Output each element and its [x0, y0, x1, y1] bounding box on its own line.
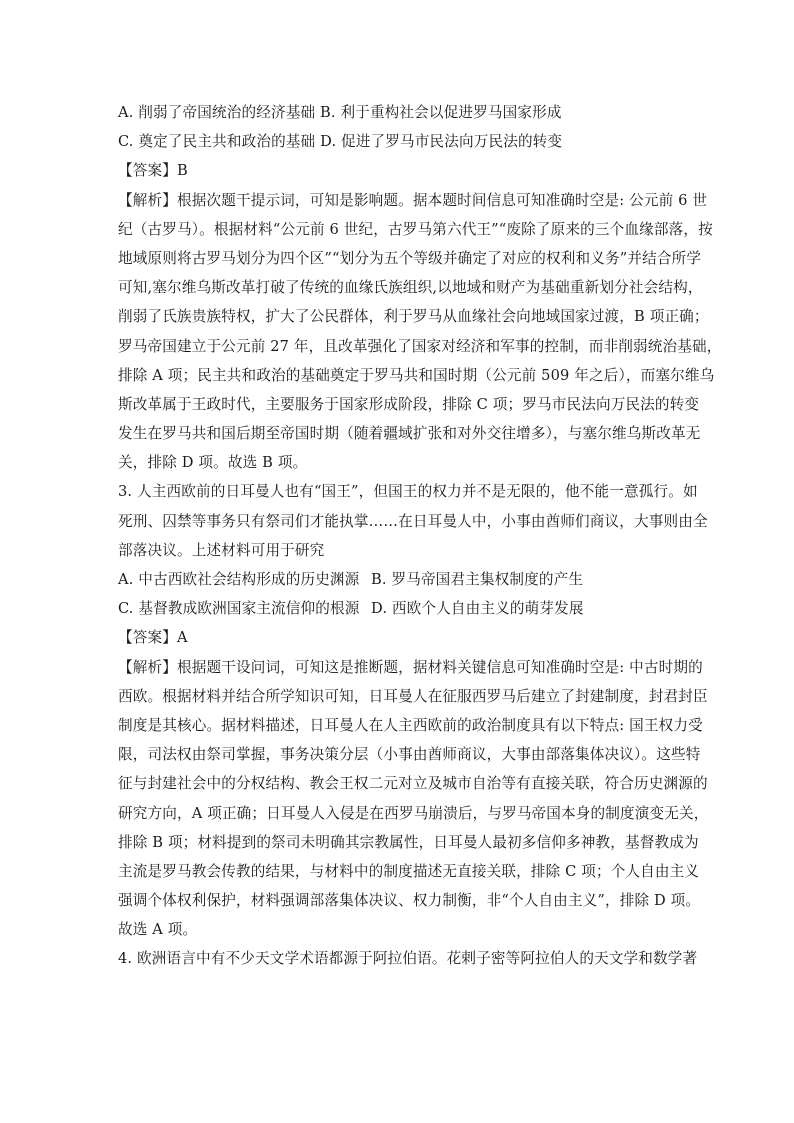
q3-analysis-line: 主流是罗马教会传教的结果，与材料中的制度描述无直接关联，排除 C 项；个人自由主义 — [118, 862, 700, 880]
q3-analysis-line: 西欧。根据材料并结合所学知识可知，日耳曼人在征服西罗马后建立了封建制度，封君封臣 — [118, 687, 708, 705]
q4-stem — [118, 944, 698, 973]
q2-option-c: C. 奠定了民主共和政治的基础 — [118, 133, 316, 151]
q2-analysis-line: 关，排除 D 项。故选 B 项。 — [118, 454, 308, 472]
q2-analysis-line: 可知,塞尔维乌斯改革打破了传统的血缘氏族组织,以地域和财产为基础重新划分社会结构， — [118, 279, 703, 297]
q2-option-a: A. 削弱了帝国统治的经济基础 — [118, 104, 316, 121]
q3-option-c: C. 基督教成欧洲国家主流信仰的根源 — [118, 600, 360, 618]
q3-analysis-line: 【解析】根据题干设问词，可知这是推断题，据材料关键信息可知准确时空是: 中古时期的 — [118, 658, 703, 676]
document-body — [118, 98, 722, 974]
q2-analysis-line: 纪（古罗马）。根据材料“公元前 6 世纪，古罗马第六代王”“废除了原来的三个血缘部落，按 — [118, 220, 713, 238]
q3-analysis-line: 排除 B 项；材料提到的祭司未明确其宗教属性，日耳曼人最初多信仰多神教，基督教成为 — [118, 833, 699, 851]
q3-stem-line: 死刑、囚禁等事务只有祭司们才能执掌……在日耳曼人中，小事由酋师们商议，大事则由全 — [118, 512, 708, 530]
q3-analysis-line: 故选 A 项。 — [118, 921, 198, 939]
q2-option-d: D. 促进了罗马市民法向万民法的转变 — [320, 133, 563, 151]
q3-analysis-line: 强调个体权利保护，材料强调部落集体决议、权力制衡，非“个人自由主义”，排除 D 项。 — [118, 892, 701, 910]
q2-analysis-line: 排除 A 项；民主共和政治的基础奠定于罗马共和国时期（公元前 509 年之后），而塞尔维乌 — [118, 366, 715, 384]
q2-analysis-line: 【解析】根据次题干提示词，可知是影响题。据本题时间信息可知准确时空是: 公元前 6 世 — [118, 191, 708, 209]
q3-analysis-line: 制度是其核心。据材料描述，日耳曼人在人主西欧前的政治制度具有以下特点: 国王权力受 — [118, 716, 703, 734]
q2-analysis-line: 削弱了氏族贵族特权，扩大了公民群体，利于罗马从血缘社会向地域国家过渡，B 项正确； — [118, 308, 709, 326]
q3-options-ab — [118, 565, 678, 594]
q3-option-d: D. 西欧个人自由主义的萌芽发展 — [371, 600, 584, 618]
q3-analysis-line: 征与封建社会中的分权结构、教会王权二元对立及城市自治等有直接关联，符合历史渊源的 — [118, 775, 708, 793]
q2-analysis — [118, 186, 722, 478]
q3-option-b: B. 罗马帝国君主集权制度的产生 — [371, 571, 584, 588]
q2-option-b: B. 利于重构社会以促进罗马国家形成 — [320, 104, 562, 121]
q2-analysis-line: 地域原则将古罗马划分为四个区”“划分为五个等级并确定了对应的权利和义务”并结合所学 — [118, 249, 702, 267]
q2-analysis-line: 罗马帝国建立于公元前 27 年，且改革强化了国家对经济和军事的控制，而非削弱统治基础， — [118, 337, 722, 355]
q4-stem-line: 4. 欧洲语言中有不少天文学术语都源于阿拉伯语。花剌子密等阿拉伯人的天文学和数学著 — [118, 950, 698, 968]
q3-options-cd — [118, 594, 678, 623]
q3-stem-line: 3. 人主西欧前的日耳曼人也有“国王”，但国王的权力并不是无限的，他不能一意孤行。如 — [118, 483, 698, 501]
q2-options-cd — [118, 127, 678, 156]
q2-answer: 【答案】B — [118, 162, 188, 180]
q3-analysis-line: 研究方向，A 项正确；日耳曼人入侵是在西罗马崩溃后，与罗马帝国本身的制度演变无关， — [118, 804, 709, 822]
q2-analysis-line: 发生在罗马共和国后期至帝国时期（随着疆域扩张和对外交往增多），与塞尔维乌斯改革无 — [118, 425, 701, 443]
q3-analysis-line: 限，司法权由祭司掌握，事务决策分层（小事由酋师商议，大事由部落集体决议）。这些特 — [118, 746, 701, 764]
q3-stem-line: 部落决议。上述材料可用于研究 — [118, 541, 325, 559]
q2-analysis-line: 斯改革属于王政时代，主要服务于国家形成阶段，排除 C 项；罗马市民法向万民法的转变 — [118, 395, 700, 413]
q3-stem — [118, 477, 708, 565]
q3-option-a: A. 中古西欧社会结构形成的历史渊源 — [118, 571, 360, 588]
q3-answer: 【答案】A — [118, 629, 188, 647]
q3-analysis — [118, 653, 709, 945]
q2-options-ab — [118, 98, 678, 127]
